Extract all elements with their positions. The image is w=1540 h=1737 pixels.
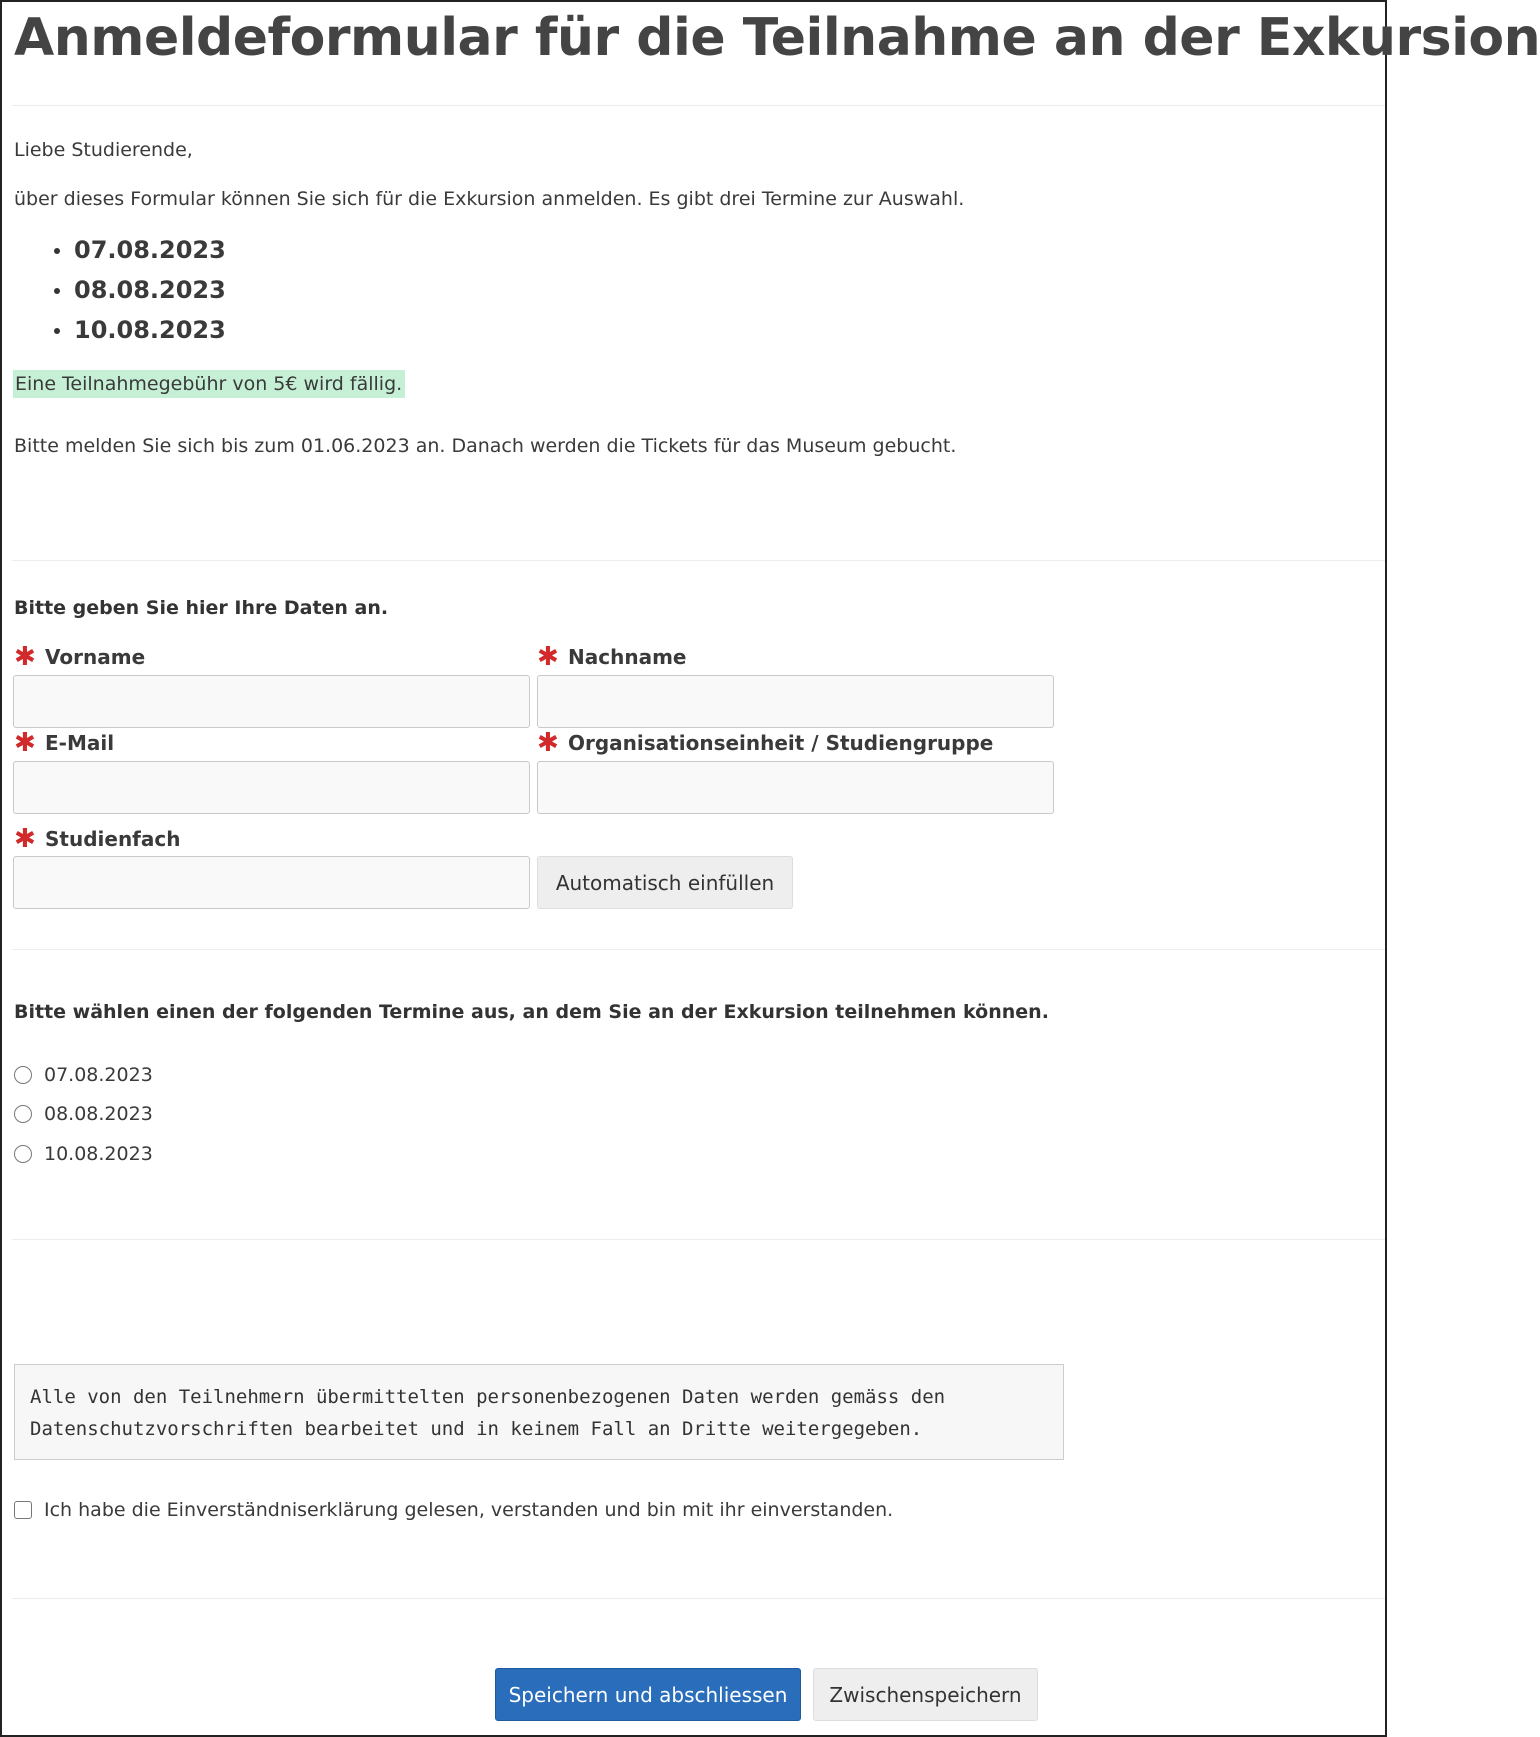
lastname-label-text: Nachname	[568, 645, 687, 669]
greeting-text: Liebe Studierende,	[14, 139, 193, 161]
submit-button[interactable]: Speichern und abschliessen	[495, 1668, 801, 1721]
subject-label-text: Studienfach	[45, 827, 181, 851]
appointment-option-label: 07.08.2023	[44, 1064, 153, 1086]
date-list-item: 10.08.2023	[14, 310, 226, 350]
subject-input[interactable]	[13, 856, 530, 909]
privacy-notice: Alle von den Teilnehmern übermittelten personenbezogenen Daten werden gemäss den Datenschutzvorschriften bearbeitet und in keinem Fall an Dritte weitergegeben.	[14, 1364, 1064, 1460]
radio-button[interactable]	[14, 1105, 32, 1123]
date-list-item: 07.08.2023	[14, 230, 226, 270]
deadline-note: Bitte melden Sie sich bis zum 01.06.2023 an. Danach werden die Tickets für das Museum gebucht.	[14, 435, 957, 457]
intro-description: über dieses Formular können Sie sich für die Exkursion anmelden. Es gibt drei Termine zur Auswahl.	[14, 188, 965, 210]
fee-note: Eine Teilnahmegebühr von 5€ wird fällig.	[13, 370, 405, 398]
page-title: Anmeldeformular für die Teilnahme an der Exkursion	[14, 8, 1540, 68]
radio-button[interactable]	[14, 1066, 32, 1084]
lastname-input[interactable]	[537, 675, 1054, 728]
divider	[12, 1598, 1385, 1599]
consent-label: Ich habe die Einverständniserklärung gelesen, verstanden und bin mit ihr einverstanden.	[44, 1499, 894, 1521]
divider	[12, 105, 1385, 106]
appointment-option[interactable]	[14, 1103, 153, 1125]
org-unit-input[interactable]	[537, 761, 1054, 814]
personal-data-heading: Bitte geben Sie hier Ihre Daten an.	[14, 597, 389, 619]
divider	[12, 560, 1385, 561]
email-input[interactable]	[13, 761, 530, 814]
divider	[12, 949, 1385, 950]
date-list	[14, 230, 226, 350]
appointment-option-label: 10.08.2023	[44, 1143, 153, 1165]
email-label-text: E-Mail	[45, 731, 115, 755]
required-asterisk-icon: ✱	[14, 728, 36, 758]
required-asterisk-icon: ✱	[14, 824, 36, 854]
divider	[12, 1239, 1385, 1240]
org-unit-label-text: Organisationseinheit / Studiengruppe	[568, 731, 994, 755]
firstname-input[interactable]	[13, 675, 530, 728]
firstname-label-text: Vorname	[45, 645, 146, 669]
required-asterisk-icon: ✱	[537, 728, 559, 758]
date-list-item: 08.08.2023	[14, 270, 226, 310]
subject-label	[14, 824, 181, 854]
save-draft-button[interactable]: Zwischenspeichern	[813, 1668, 1038, 1721]
radio-button[interactable]	[14, 1145, 32, 1163]
lastname-label	[537, 642, 687, 672]
required-asterisk-icon: ✱	[14, 642, 36, 672]
autofill-button[interactable]: Automatisch einfüllen	[537, 856, 793, 909]
appointment-heading: Bitte wählen einen der folgenden Termine aus, an dem Sie an der Exkursion teilnehmen können.	[14, 1001, 1049, 1023]
email-label	[14, 728, 115, 758]
required-asterisk-icon: ✱	[537, 642, 559, 672]
consent-option[interactable]	[14, 1499, 893, 1521]
appointment-option[interactable]	[14, 1064, 153, 1086]
consent-checkbox[interactable]	[14, 1501, 32, 1519]
appointment-option-label: 08.08.2023	[44, 1103, 153, 1125]
appointment-option[interactable]	[14, 1143, 153, 1165]
org-unit-label	[537, 728, 994, 758]
firstname-label	[14, 642, 146, 672]
